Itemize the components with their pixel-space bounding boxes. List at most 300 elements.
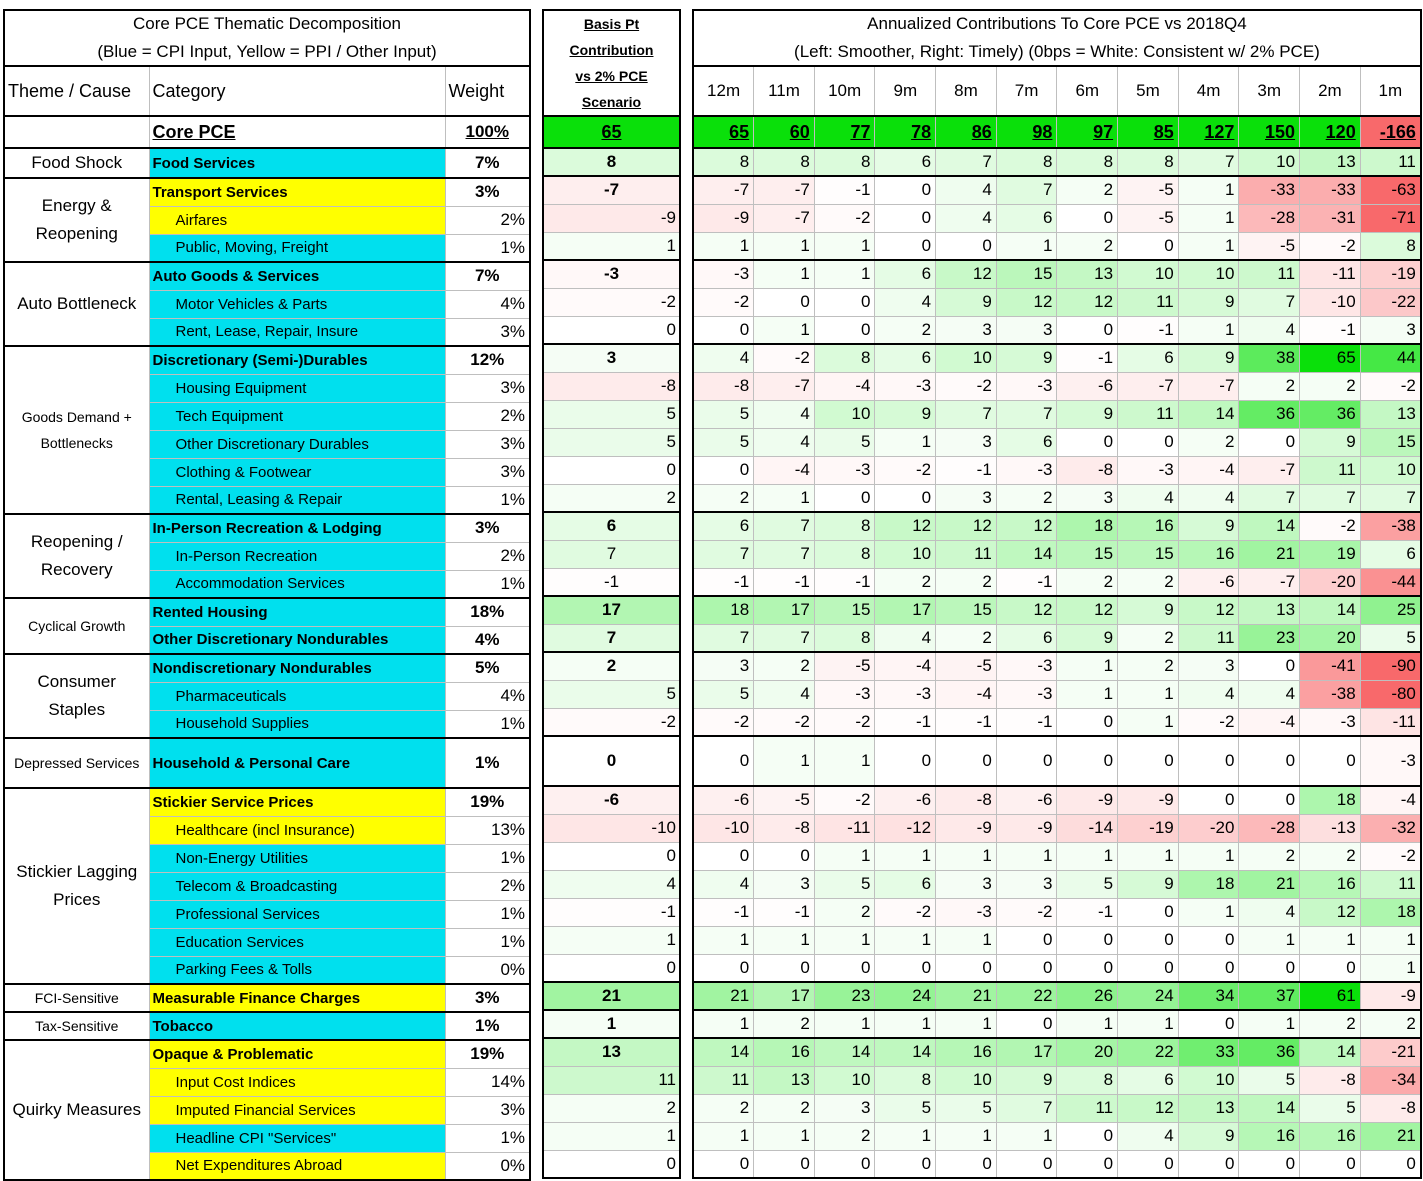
value-cell-6m: 0 <box>1057 1122 1118 1150</box>
contribution-row <box>543 484 680 512</box>
decomposition-table <box>3 9 531 1181</box>
value-cell-7m: 1 <box>996 1122 1057 1150</box>
value-cell-12m: 5 <box>693 400 754 428</box>
values-row <box>693 926 1421 954</box>
value-cell-1m: -44 <box>1360 568 1421 596</box>
value-cell-1m: -32 <box>1360 814 1421 842</box>
value-cell-1m: 10 <box>1360 456 1421 484</box>
value-cell-8m: 15 <box>936 596 997 624</box>
value-cell-9m: 0 <box>875 232 936 260</box>
contribution-cell: -8 <box>543 372 680 400</box>
value-cell-9m: 1 <box>875 1010 936 1038</box>
values-row <box>693 400 1421 428</box>
value-cell-11m: 1 <box>754 260 815 288</box>
value-cell-7m: -9 <box>996 814 1057 842</box>
value-cell-2m: -11 <box>1300 260 1361 288</box>
value-cell-1m: 5 <box>1360 624 1421 652</box>
value-cell-9m: 5 <box>875 1094 936 1122</box>
value-cell-9m: 6 <box>875 344 936 372</box>
value-cell-9m: 2 <box>875 568 936 596</box>
weight-cell: 13% <box>445 816 530 844</box>
value-cell-6m: 26 <box>1057 982 1118 1010</box>
value-cell-11m: 13 <box>754 1066 815 1094</box>
value-cell-3m: 4 <box>1239 316 1300 344</box>
contribution-cell: 0 <box>543 954 680 982</box>
value-cell-11m: 1 <box>754 926 815 954</box>
value-cell-2m: 65 <box>1300 344 1361 372</box>
theme-cell: Quirky Measures <box>4 1040 149 1180</box>
value-cell-4m: 1 <box>1178 176 1239 204</box>
contribution-cell: 1 <box>543 926 680 954</box>
contribution-row <box>543 736 680 786</box>
contribution-cell: -1 <box>543 898 680 926</box>
value-cell-1m: 25 <box>1360 596 1421 624</box>
contribution-row <box>543 708 680 736</box>
value-cell-12m: -9 <box>693 204 754 232</box>
values-row <box>693 842 1421 870</box>
values-row <box>693 456 1421 484</box>
contribution-row <box>543 652 680 680</box>
value-cell-7m: 15 <box>996 260 1057 288</box>
value-cell-5m: 0 <box>1118 898 1179 926</box>
value-cell-10m: 5 <box>814 428 875 456</box>
value-cell-5m: 0 <box>1118 926 1179 954</box>
value-cell-10m: 0 <box>814 288 875 316</box>
value-cell-10m: 1 <box>814 260 875 288</box>
value-cell-3m: -4 <box>1239 708 1300 736</box>
value-cell-3m: 2 <box>1239 372 1300 400</box>
value-cell-2m: 11 <box>1300 456 1361 484</box>
value-cell-1m: -4 <box>1360 786 1421 814</box>
value-cell-12m: -1 <box>693 568 754 596</box>
category-cell: Non-Energy Utilities <box>149 844 445 872</box>
value-cell-7m: 0 <box>996 1010 1057 1038</box>
value-cell-1m: -11 <box>1360 708 1421 736</box>
contribution-header-line1: Basis Pt <box>583 16 640 32</box>
contribution-row <box>543 316 680 344</box>
value-cell-11m: 17 <box>754 596 815 624</box>
value-cell-1m: -8 <box>1360 1094 1421 1122</box>
value-cell-5m: -9 <box>1118 786 1179 814</box>
contribution-row <box>543 898 680 926</box>
value-cell-8m: 0 <box>936 954 997 982</box>
value-cell-1m: -80 <box>1360 680 1421 708</box>
value-cell-3m: 0 <box>1239 428 1300 456</box>
value-cell-1m: 13 <box>1360 400 1421 428</box>
value-cell-3m: 1 <box>1239 1010 1300 1038</box>
value-cell-8m: 1 <box>936 926 997 954</box>
value-cell-6m: 12 <box>1057 288 1118 316</box>
value-cell-7m: 6 <box>996 624 1057 652</box>
weight-cell: 3% <box>445 458 530 486</box>
value-cell-8m: -1 <box>936 456 997 484</box>
value-cell-6m: 0 <box>1057 316 1118 344</box>
total-value-12m: 65 <box>693 116 754 148</box>
value-cell-4m: 10 <box>1178 1066 1239 1094</box>
value-cell-11m: 7 <box>754 540 815 568</box>
value-cell-5m: 10 <box>1118 260 1179 288</box>
total-value-2m: 120 <box>1300 116 1361 148</box>
column-header-7m: 7m <box>996 66 1057 116</box>
value-cell-9m: -2 <box>875 898 936 926</box>
value-cell-2m: -41 <box>1300 652 1361 680</box>
contribution-row <box>543 926 680 954</box>
value-cell-5m: 4 <box>1118 1122 1179 1150</box>
value-cell-9m: 1 <box>875 926 936 954</box>
value-cell-1m: -9 <box>1360 982 1421 1010</box>
column-header-4m: 4m <box>1178 66 1239 116</box>
category-cell: Healthcare (incl Insurance) <box>149 816 445 844</box>
total-value-6m: 97 <box>1057 116 1118 148</box>
value-cell-8m: 0 <box>936 1150 997 1178</box>
value-cell-12m: 0 <box>693 316 754 344</box>
contribution-cell: 7 <box>543 624 680 652</box>
category-cell: Stickier Service Prices <box>149 788 445 816</box>
weight-cell: 7% <box>445 148 530 178</box>
value-cell-1m: -34 <box>1360 1066 1421 1094</box>
value-cell-7m: 7 <box>996 176 1057 204</box>
category-cell: Headline CPI "Services" <box>149 1124 445 1152</box>
theme-cell: Consumer Staples <box>4 654 149 738</box>
value-cell-8m: -1 <box>936 708 997 736</box>
column-header-6m: 6m <box>1057 66 1118 116</box>
value-cell-7m: 1 <box>996 842 1057 870</box>
value-cell-6m: 1 <box>1057 680 1118 708</box>
value-cell-8m: 16 <box>936 1038 997 1066</box>
weight-cell: 3% <box>445 318 530 346</box>
value-cell-1m: -90 <box>1360 652 1421 680</box>
value-cell-8m: 4 <box>936 176 997 204</box>
value-cell-4m: 33 <box>1178 1038 1239 1066</box>
value-cell-3m: 37 <box>1239 982 1300 1010</box>
value-cell-2m: -8 <box>1300 1066 1361 1094</box>
value-cell-8m: 7 <box>936 400 997 428</box>
value-cell-7m: 0 <box>996 926 1057 954</box>
values-row <box>693 814 1421 842</box>
value-cell-7m: -3 <box>996 372 1057 400</box>
category-cell: Food Services <box>149 148 445 178</box>
contribution-row <box>543 540 680 568</box>
values-row <box>693 232 1421 260</box>
weight-cell: 1% <box>445 710 530 738</box>
value-cell-6m: 1 <box>1057 842 1118 870</box>
value-cell-5m: 11 <box>1118 288 1179 316</box>
value-cell-8m: 0 <box>936 736 997 786</box>
total-contribution: 65 <box>543 116 680 148</box>
value-cell-10m: 1 <box>814 232 875 260</box>
contribution-row <box>543 842 680 870</box>
table-row <box>4 1040 530 1068</box>
value-cell-7m: 3 <box>996 316 1057 344</box>
value-cell-10m: -11 <box>814 814 875 842</box>
weight-cell: 2% <box>445 542 530 570</box>
total-value-7m: 98 <box>996 116 1057 148</box>
value-cell-6m: 2 <box>1057 568 1118 596</box>
contribution-row <box>543 1038 680 1066</box>
weight-cell: 4% <box>445 290 530 318</box>
contribution-row <box>543 260 680 288</box>
value-cell-6m: 11 <box>1057 1094 1118 1122</box>
value-cell-12m: 21 <box>693 982 754 1010</box>
weight-cell: 1% <box>445 928 530 956</box>
value-cell-11m: 4 <box>754 400 815 428</box>
value-cell-8m: 2 <box>936 624 997 652</box>
value-cell-12m: -7 <box>693 176 754 204</box>
value-cell-11m: 4 <box>754 680 815 708</box>
value-cell-4m: 4 <box>1178 484 1239 512</box>
values-row <box>693 568 1421 596</box>
value-cell-4m: 16 <box>1178 540 1239 568</box>
value-cell-10m: -1 <box>814 568 875 596</box>
value-cell-7m: 17 <box>996 1038 1057 1066</box>
values-row <box>693 1010 1421 1038</box>
value-cell-4m: 0 <box>1178 1010 1239 1038</box>
category-cell: Housing Equipment <box>149 374 445 402</box>
category-cell: Professional Services <box>149 900 445 928</box>
value-cell-7m: -2 <box>996 898 1057 926</box>
value-cell-11m: 2 <box>754 1010 815 1038</box>
value-cell-3m: 0 <box>1239 652 1300 680</box>
value-cell-7m: -3 <box>996 652 1057 680</box>
category-cell: Input Cost Indices <box>149 1068 445 1096</box>
value-cell-10m: 8 <box>814 512 875 540</box>
value-cell-10m: 0 <box>814 484 875 512</box>
value-cell-9m: 6 <box>875 870 936 898</box>
category-cell: Discretionary (Semi-)Durables <box>149 346 445 374</box>
value-cell-11m: 3 <box>754 870 815 898</box>
value-cell-9m: -4 <box>875 652 936 680</box>
values-row <box>693 786 1421 814</box>
value-cell-12m: 14 <box>693 1038 754 1066</box>
values-row <box>693 484 1421 512</box>
theme-cell: Stickier Lagging Prices <box>4 788 149 984</box>
value-cell-10m: -2 <box>814 204 875 232</box>
contribution-cell: -2 <box>543 708 680 736</box>
contribution-row <box>543 456 680 484</box>
values-row <box>693 316 1421 344</box>
value-cell-11m: -2 <box>754 708 815 736</box>
value-cell-6m: 0 <box>1057 926 1118 954</box>
value-cell-3m: 13 <box>1239 596 1300 624</box>
value-cell-4m: 0 <box>1178 786 1239 814</box>
value-cell-9m: 0 <box>875 176 936 204</box>
value-cell-10m: 8 <box>814 624 875 652</box>
value-cell-1m: -21 <box>1360 1038 1421 1066</box>
value-cell-12m: -1 <box>693 898 754 926</box>
contribution-cell: 17 <box>543 596 680 624</box>
value-cell-1m: -22 <box>1360 288 1421 316</box>
value-cell-12m: 1 <box>693 1122 754 1150</box>
theme-cell: Depressed Services <box>4 738 149 788</box>
value-cell-7m: 7 <box>996 400 1057 428</box>
value-cell-8m: 3 <box>936 316 997 344</box>
value-cell-5m: 9 <box>1118 596 1179 624</box>
table-row <box>4 788 530 816</box>
values-row <box>693 624 1421 652</box>
value-cell-11m: -7 <box>754 372 815 400</box>
value-cell-2m: 0 <box>1300 736 1361 786</box>
value-cell-4m: 1 <box>1178 842 1239 870</box>
value-cell-2m: -2 <box>1300 232 1361 260</box>
value-cell-7m: 9 <box>996 344 1057 372</box>
value-cell-2m: 13 <box>1300 148 1361 176</box>
contribution-cell: -10 <box>543 814 680 842</box>
value-cell-10m: -3 <box>814 680 875 708</box>
values-row <box>693 204 1421 232</box>
value-cell-3m: 10 <box>1239 148 1300 176</box>
value-cell-4m: 9 <box>1178 512 1239 540</box>
value-cell-12m: 0 <box>693 1150 754 1178</box>
value-cell-8m: 4 <box>936 204 997 232</box>
value-cell-11m: -2 <box>754 344 815 372</box>
contribution-cell: -1 <box>543 568 680 596</box>
value-cell-7m: 0 <box>996 1150 1057 1178</box>
contribution-cell: -6 <box>543 786 680 814</box>
contribution-row <box>543 870 680 898</box>
column-header-5m: 5m <box>1118 66 1179 116</box>
value-cell-9m: 6 <box>875 260 936 288</box>
value-cell-5m: 1 <box>1118 1010 1179 1038</box>
table-row <box>4 598 530 626</box>
value-cell-11m: -7 <box>754 204 815 232</box>
category-cell: Imputed Financial Services <box>149 1096 445 1124</box>
theme-cell: Reopening / Recovery <box>4 514 149 598</box>
value-cell-10m: 0 <box>814 954 875 982</box>
right-title: Annualized Contributions To Core PCE vs 2018Q4 <box>693 10 1421 38</box>
value-cell-4m: 12 <box>1178 596 1239 624</box>
value-cell-7m: -6 <box>996 786 1057 814</box>
value-cell-5m: 0 <box>1118 954 1179 982</box>
value-cell-12m: 2 <box>693 484 754 512</box>
value-cell-2m: 19 <box>1300 540 1361 568</box>
category-cell: Public, Moving, Freight <box>149 234 445 262</box>
weight-cell: 1% <box>445 1124 530 1152</box>
value-cell-6m: -1 <box>1057 898 1118 926</box>
category-cell: Opaque & Problematic <box>149 1040 445 1068</box>
total-value-4m: 127 <box>1178 116 1239 148</box>
category-cell: Tech Equipment <box>149 402 445 430</box>
value-cell-5m: -3 <box>1118 456 1179 484</box>
value-cell-4m: -20 <box>1178 814 1239 842</box>
value-cell-7m: 22 <box>996 982 1057 1010</box>
contribution-row <box>543 1150 680 1178</box>
total-value-9m: 78 <box>875 116 936 148</box>
value-cell-3m: 21 <box>1239 540 1300 568</box>
value-cell-3m: 38 <box>1239 344 1300 372</box>
weight-cell: 3% <box>445 514 530 542</box>
value-cell-3m: -7 <box>1239 568 1300 596</box>
category-cell: Measurable Finance Charges <box>149 984 445 1012</box>
value-cell-5m: 1 <box>1118 680 1179 708</box>
value-cell-5m: 24 <box>1118 982 1179 1010</box>
value-cell-9m: 4 <box>875 288 936 316</box>
value-cell-7m: 12 <box>996 288 1057 316</box>
value-cell-2m: 36 <box>1300 400 1361 428</box>
values-row <box>693 428 1421 456</box>
value-cell-8m: 10 <box>936 1066 997 1094</box>
value-cell-12m: 5 <box>693 680 754 708</box>
value-cell-7m: 6 <box>996 428 1057 456</box>
value-cell-10m: 1 <box>814 1010 875 1038</box>
value-cell-4m: 1 <box>1178 316 1239 344</box>
value-cell-1m: 15 <box>1360 428 1421 456</box>
value-cell-9m: 0 <box>875 484 936 512</box>
category-cell: Parking Fees & Tolls <box>149 956 445 984</box>
value-cell-6m: 9 <box>1057 400 1118 428</box>
value-cell-9m: 8 <box>875 1066 936 1094</box>
value-cell-11m: -1 <box>754 568 815 596</box>
value-cell-12m: 0 <box>693 736 754 786</box>
value-cell-5m: 6 <box>1118 344 1179 372</box>
value-cell-2m: 61 <box>1300 982 1361 1010</box>
value-cell-4m: 10 <box>1178 260 1239 288</box>
contribution-cell: 1 <box>543 1122 680 1150</box>
weight-cell: 0% <box>445 1152 530 1180</box>
value-cell-6m: 3 <box>1057 484 1118 512</box>
value-cell-2m: 20 <box>1300 624 1361 652</box>
category-cell: Education Services <box>149 928 445 956</box>
value-cell-5m: 2 <box>1118 652 1179 680</box>
value-cell-9m: 1 <box>875 1122 936 1150</box>
value-cell-5m: -1 <box>1118 316 1179 344</box>
value-cell-6m: 5 <box>1057 870 1118 898</box>
values-row <box>693 540 1421 568</box>
contribution-row <box>543 814 680 842</box>
value-cell-2m: 1 <box>1300 926 1361 954</box>
value-cell-10m: -2 <box>814 708 875 736</box>
values-row <box>693 680 1421 708</box>
contribution-table <box>542 9 681 1179</box>
values-row <box>693 652 1421 680</box>
value-cell-2m: -10 <box>1300 288 1361 316</box>
value-cell-2m: -2 <box>1300 512 1361 540</box>
value-cell-12m: 3 <box>693 652 754 680</box>
value-cell-9m: 2 <box>875 316 936 344</box>
total-row <box>4 116 530 148</box>
contribution-row <box>543 1122 680 1150</box>
value-cell-1m: -19 <box>1360 260 1421 288</box>
weight-cell: 3% <box>445 1096 530 1124</box>
category-header: Category <box>149 66 445 116</box>
values-row <box>693 982 1421 1010</box>
contribution-cell: 0 <box>543 842 680 870</box>
value-cell-12m: 6 <box>693 512 754 540</box>
value-cell-7m: 0 <box>996 954 1057 982</box>
contribution-cell: 13 <box>543 1038 680 1066</box>
value-cell-1m: -2 <box>1360 372 1421 400</box>
table-row <box>4 346 530 374</box>
value-cell-12m: -2 <box>693 288 754 316</box>
value-cell-12m: 18 <box>693 596 754 624</box>
contribution-cell: -9 <box>543 204 680 232</box>
value-cell-12m: -8 <box>693 372 754 400</box>
value-cell-3m: 36 <box>1239 400 1300 428</box>
contribution-cell: -2 <box>543 288 680 316</box>
category-cell: In-Person Recreation & Lodging <box>149 514 445 542</box>
column-header-11m: 11m <box>754 66 815 116</box>
value-cell-7m: 6 <box>996 204 1057 232</box>
value-cell-2m: 16 <box>1300 1122 1361 1150</box>
contribution-cell: 5 <box>543 680 680 708</box>
theme-cell: Goods Demand + Bottlenecks <box>4 346 149 514</box>
value-cell-12m: 1 <box>693 926 754 954</box>
contribution-row <box>543 176 680 204</box>
value-cell-3m: 0 <box>1239 954 1300 982</box>
contribution-cell: -3 <box>543 260 680 288</box>
theme-cell: Food Shock <box>4 148 149 178</box>
value-cell-5m: -5 <box>1118 204 1179 232</box>
value-cell-6m: 12 <box>1057 596 1118 624</box>
